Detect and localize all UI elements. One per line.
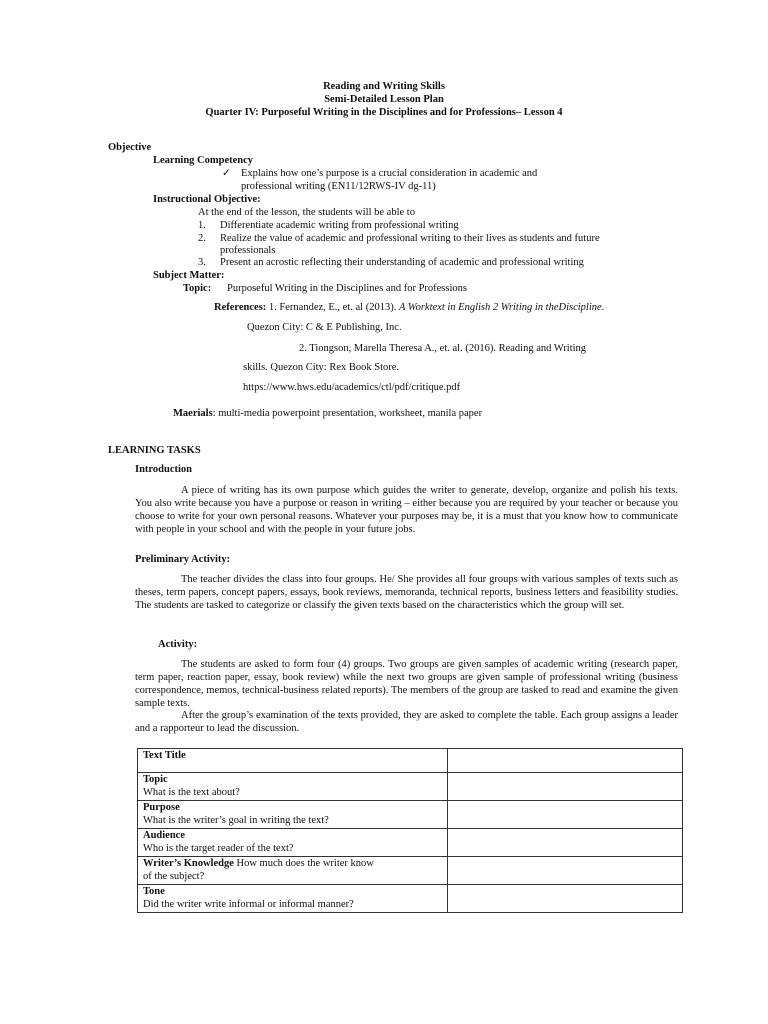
objective-heading: Objective [108,142,152,153]
doc-quarter-title: Quarter IV: Purposeful Writing in the Disciplines and for Professions– Lesson 4 [205,107,563,118]
table-cell-answer[interactable] [448,885,683,913]
objective-item-1: Differentiate academic writing from professional writing [220,220,459,231]
references-label: References: [214,302,267,313]
materials-line [173,407,482,420]
activity-paragraph-1: The students are asked to form four (4) groups. Two groups are given samples of academic writing (research paper, term paper, reaction paper, essay, book review) while the next two groups are given sample of professional writing (business correspondence, memos, technical-business related reports). The members of the group are tasked to read and examine the given sample texts. [135,659,678,709]
activity-heading: Activity: [158,639,198,650]
objective-num-3: 3. [198,257,206,268]
row-question: What is the writer’s goal in writing the text? [143,814,329,826]
topic-text: Purposeful Writing in the Disciplines and for Professions [227,283,467,294]
objective-num-1: 1. [198,220,206,231]
objective-item-2: Realize the value of academic and professional writing to their lives as students and future [220,233,600,244]
reference-1-publisher: Quezon City: C & E Publishing, Inc. [247,322,402,333]
check-icon: ✓ [222,168,231,179]
row-label: Purpose [143,802,180,813]
competency-line-1: Explains how one’s purpose is a crucial consideration in academic and [241,168,538,179]
table-cell-label [138,857,448,885]
introduction-paragraph: A piece of writing has its own purpose which guides the writer to generate, develop, organize and polish his texts. You also write because you have a purpose or reason in writing – either because you are required by your teacher or because you choose to write for your own personal reasons. Whatever your purposes may be, it is a must that you know how to communicate with people in your school and with the people in your future jobs. [135,485,678,535]
materials-text: : multi-media powerpoint presentation, worksheet, manila paper [212,408,483,419]
row-label: Tone [143,886,165,897]
topic-label: Topic: [183,283,212,294]
table-row [138,885,683,913]
reference-2: 2. Tiongson, Marella Theresa A., et. al. (2016). Reading and Writing [299,343,587,354]
table-row [138,773,683,801]
row-label: Topic [143,774,168,785]
table-row [138,829,683,857]
row-question: What is the text about? [143,786,240,798]
text-analysis-table [137,748,683,913]
row-label: Writer’s Knowledge [143,858,234,869]
table-cell-answer[interactable] [448,857,683,885]
row-question: How much does the writer know [236,858,374,869]
reference-1-author: 1. Fernandez, E., et. al (2013). [268,302,397,313]
reference-1-title: A Worktext in English 2 Writing in theDiscipline [398,302,602,313]
activity-paragraph-2: After the group’s examination of the texts provided, they are asked to complete the table. Each group assigns a leader and a rapporteur to lead the discussion. [135,710,678,734]
preliminary-activity-heading: Preliminary Activity: [135,554,231,565]
reference-2-publisher: skills. Quezon City: Rex Book Store. [243,362,400,373]
introduction-heading: Introduction [135,464,192,475]
subject-matter-heading: Subject Matter: [153,270,225,281]
row-label: Text Title [143,750,186,761]
table-row [138,801,683,829]
materials-label: Maerials [173,408,213,419]
table-cell-answer[interactable] [448,773,683,801]
objective-item-2-cont: professionals [220,245,276,256]
doc-subtitle: Semi-Detailed Lesson Plan [324,94,444,105]
row-question: Did the writer write informal or informal manner? [143,898,354,910]
table-row [138,857,683,885]
preliminary-activity-paragraph: The teacher divides the class into four groups. He/ She provides all four groups with various samples of texts such as theses, term papers, concept papers, essays, book reviews, memoranda, technical reports, business letters and feasibility studies. The students are tasked to categorize or classify the given texts based on the characteristics which the group will set. [135,574,678,611]
table-cell-label [138,773,448,801]
doc-title: Reading and Writing Skills [323,81,445,92]
learning-tasks-heading: LEARNING TASKS [108,445,201,456]
table-cell-label [138,829,448,857]
table-cell-label [138,885,448,913]
table-row [138,749,683,773]
table-cell-label [138,801,448,829]
learning-competency-heading: Learning Competency [153,155,254,166]
reference-3-url: https://www.hws.edu/academics/ctl/pdf/critique.pdf [243,382,461,393]
reference-1 [214,301,604,314]
row-question: Who is the target reader of the text? [143,842,294,854]
table-cell-answer[interactable] [448,829,683,857]
instructional-objective-heading: Instructional Objective: [153,194,261,205]
reference-1-period: . [601,302,605,313]
row-question-cont: of the subject? [143,870,205,882]
objective-item-3: Present an acrostic reflecting their understanding of academic and professional writing [220,257,584,268]
table-cell-label [138,749,448,773]
competency-line-2: professional writing (EN11/12RWS-IV dg-11) [241,181,436,192]
objective-intro: At the end of the lesson, the students will be able to [198,207,415,218]
objective-num-2: 2. [198,233,206,244]
table-cell-answer[interactable] [448,801,683,829]
row-label: Audience [143,830,185,841]
table-cell-answer[interactable] [448,749,683,773]
